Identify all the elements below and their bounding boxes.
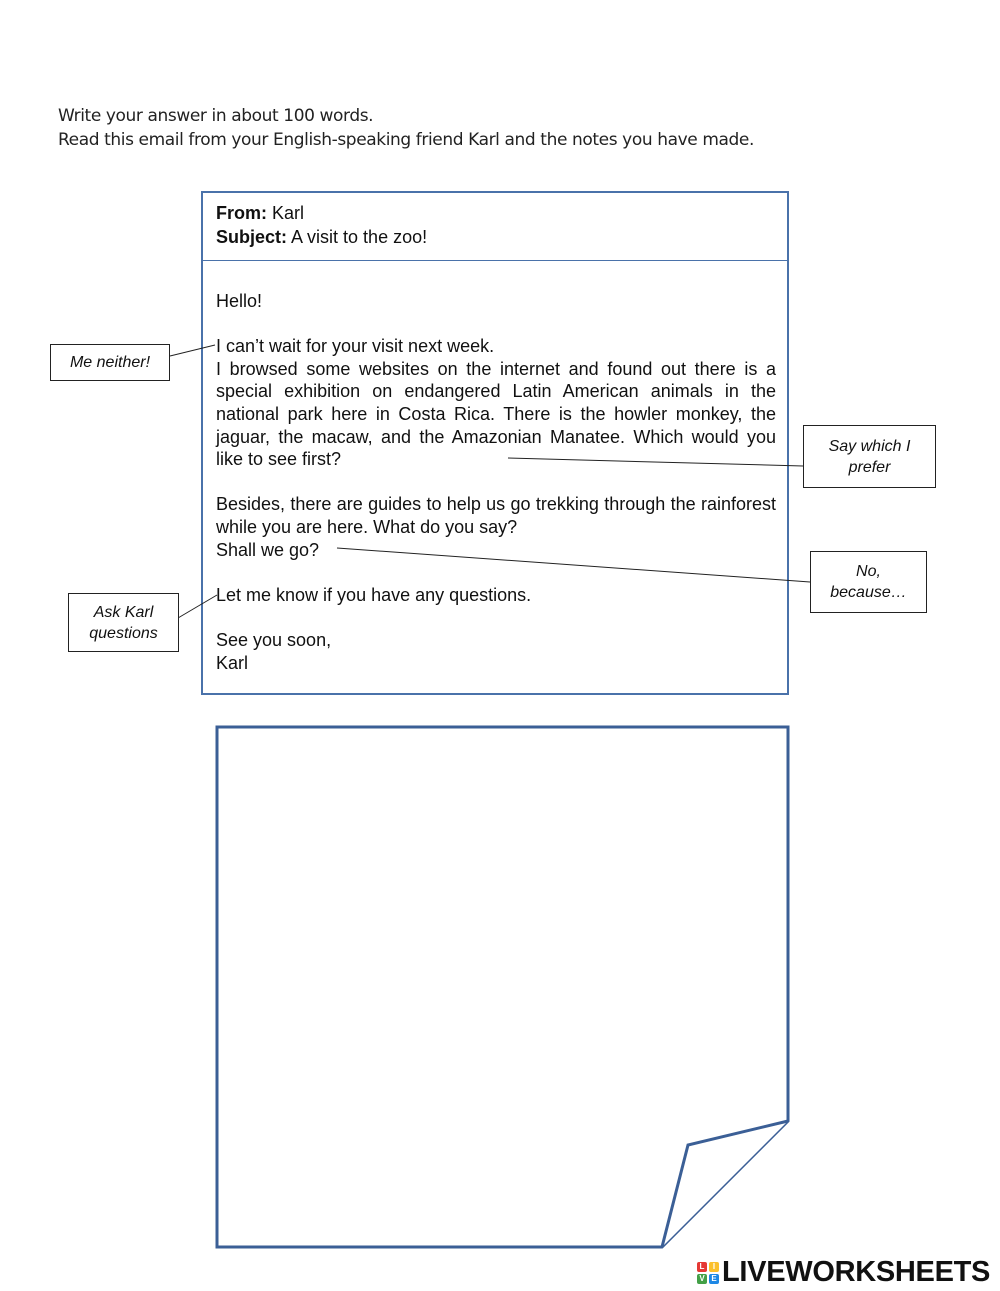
- email-line-visit: I can’t wait for your visit next week.: [216, 336, 495, 357]
- logo-blocks-icon: [697, 1262, 719, 1284]
- logo-block-l: L: [697, 1262, 707, 1272]
- note-me-neither: [50, 344, 170, 381]
- from-label: From:: [216, 203, 267, 223]
- note-me-neither-text: Me neither!: [69, 354, 151, 371]
- liveworksheets-logo: [697, 1256, 990, 1289]
- logo-block-v: V: [697, 1274, 707, 1284]
- email-line-know: Let me know if you have any questions.: [216, 584, 532, 605]
- logo-block-i: I: [709, 1262, 719, 1272]
- note-ask-karl-text: Ask Karl questions: [89, 603, 158, 642]
- note-say-which: [803, 425, 936, 488]
- logo-text: LIVEWORKSHEETS: [722, 1256, 991, 1288]
- from-value: Karl: [272, 203, 305, 223]
- connector-ask-karl: [178, 595, 217, 618]
- connector-no-because: [337, 548, 810, 582]
- instruction-line-1: Write your answer in about 100 words.: [58, 106, 374, 126]
- note-no-because: [810, 551, 927, 613]
- email-signoff: See you soon,: [216, 629, 332, 650]
- instruction-line-2: Read this email from your English-speaking friend Karl and the notes you have made.: [58, 130, 754, 150]
- answer-area[interactable]: [222, 732, 782, 1118]
- email-para-animals: I browsed some websites on the internet and found out there is a special exhibition on endangered Latin American animals in the national park here in Costa Rica. There is the howler monkey, the jaguar, the macaw, and the Amazonian Manatee. Which would you like to see first?: [216, 358, 776, 470]
- email-line-shall: Shall we go?: [216, 539, 320, 560]
- subject-label: Subject:: [216, 227, 288, 247]
- connector-me-neither: [170, 345, 215, 356]
- connector-say-which: [508, 458, 803, 466]
- email-greeting: Hello!: [216, 291, 263, 311]
- email-signature: Karl: [216, 652, 249, 673]
- note-no-because-text: No, because…: [830, 563, 907, 601]
- subject-value: A visit to the zoo!: [291, 227, 428, 247]
- note-ask-karl: [68, 593, 179, 652]
- email-para-guides: Besides, there are guides to help us go trekking through the rainforest while you are here. What do you say?: [216, 494, 776, 537]
- note-say-which-text: Say which I prefer: [828, 437, 911, 476]
- logo-block-e: E: [709, 1274, 719, 1284]
